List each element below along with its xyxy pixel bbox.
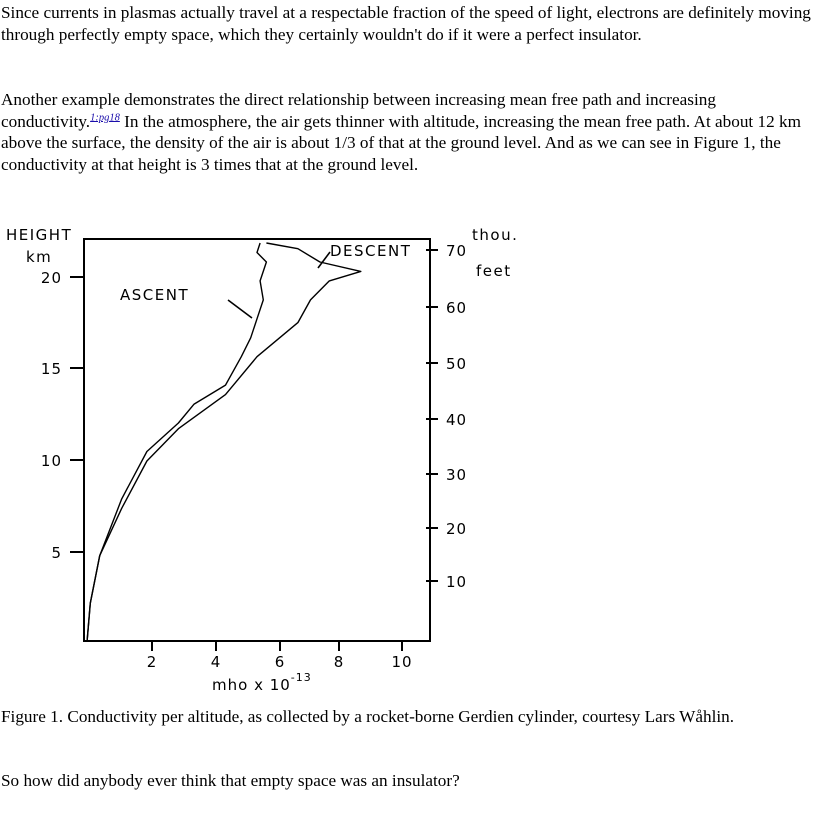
ascent-pointer-arrow	[228, 300, 252, 318]
left-axis-title: HEIGHT	[6, 226, 73, 244]
conductivity-figure	[0, 222, 540, 697]
x-axis-ticks	[147, 641, 413, 671]
descent-pointer-arrow	[318, 252, 330, 268]
x-tick-label-6: 6	[274, 653, 286, 671]
paragraph-example	[1, 89, 815, 176]
right-tick-label-10: 10	[446, 573, 468, 591]
closing-question: So how did anybody ever think that empty space was an insulator?	[1, 771, 460, 790]
right-axis-ticks	[426, 242, 467, 591]
series-label-ascent: ASCENT	[120, 286, 190, 304]
x-tick-label-10: 10	[391, 653, 413, 671]
figure-caption: Figure 1. Conductivity per altitude, as collected by a rocket-borne Gerdien cylinder, courtesy Lars Wåhlin.	[1, 707, 735, 726]
paragraph-example-text-start: Another example demonstrates the direct relationship between increasing mean free path and increasing conductivity.	[1, 90, 716, 131]
left-tick-label-20: 20	[40, 269, 62, 287]
reference-link[interactable]: 1:pg18	[90, 111, 120, 123]
paragraph-example-text-end: In the atmosphere, the air gets thinner with altitude, increasing the mean free path. At about 12 km above the surface, the density of the air is about 1/3 of that at the ground level. And as we can see in Figure 1, the conductivity at that height is 3 times that at the ground level.	[1, 111, 801, 175]
x-axis-title-exponent: -13	[290, 671, 312, 684]
right-axis-unit: feet	[476, 262, 512, 280]
right-axis-title: thou.	[472, 226, 519, 244]
right-tick-label-50: 50	[446, 355, 468, 373]
left-tick-label-15: 15	[40, 360, 62, 378]
left-tick-label-5: 5	[51, 544, 62, 562]
left-tick-label-10: 10	[40, 452, 62, 470]
series-label-descent: DESCENT	[330, 242, 412, 260]
left-axis-ticks	[41, 269, 84, 562]
x-axis-title	[212, 671, 312, 694]
conductivity-chart	[0, 222, 540, 697]
paragraph-intro: Since currents in plasmas actually travel at a respectable fraction of the speed of light, electrons are definitely moving through perfectly empty space, which they certainly wouldn't do if it were a perfect insulator.	[1, 3, 811, 44]
right-tick-label-30: 30	[446, 466, 468, 484]
x-tick-label-8: 8	[333, 653, 345, 671]
x-axis-title-base: mho x 10	[212, 676, 291, 694]
right-tick-label-70: 70	[446, 242, 468, 260]
x-tick-label-2: 2	[146, 653, 158, 671]
right-tick-label-20: 20	[446, 520, 468, 538]
left-axis-unit: km	[26, 248, 53, 266]
right-tick-label-40: 40	[446, 411, 468, 429]
x-tick-label-4: 4	[210, 653, 222, 671]
right-tick-label-60: 60	[446, 299, 468, 317]
